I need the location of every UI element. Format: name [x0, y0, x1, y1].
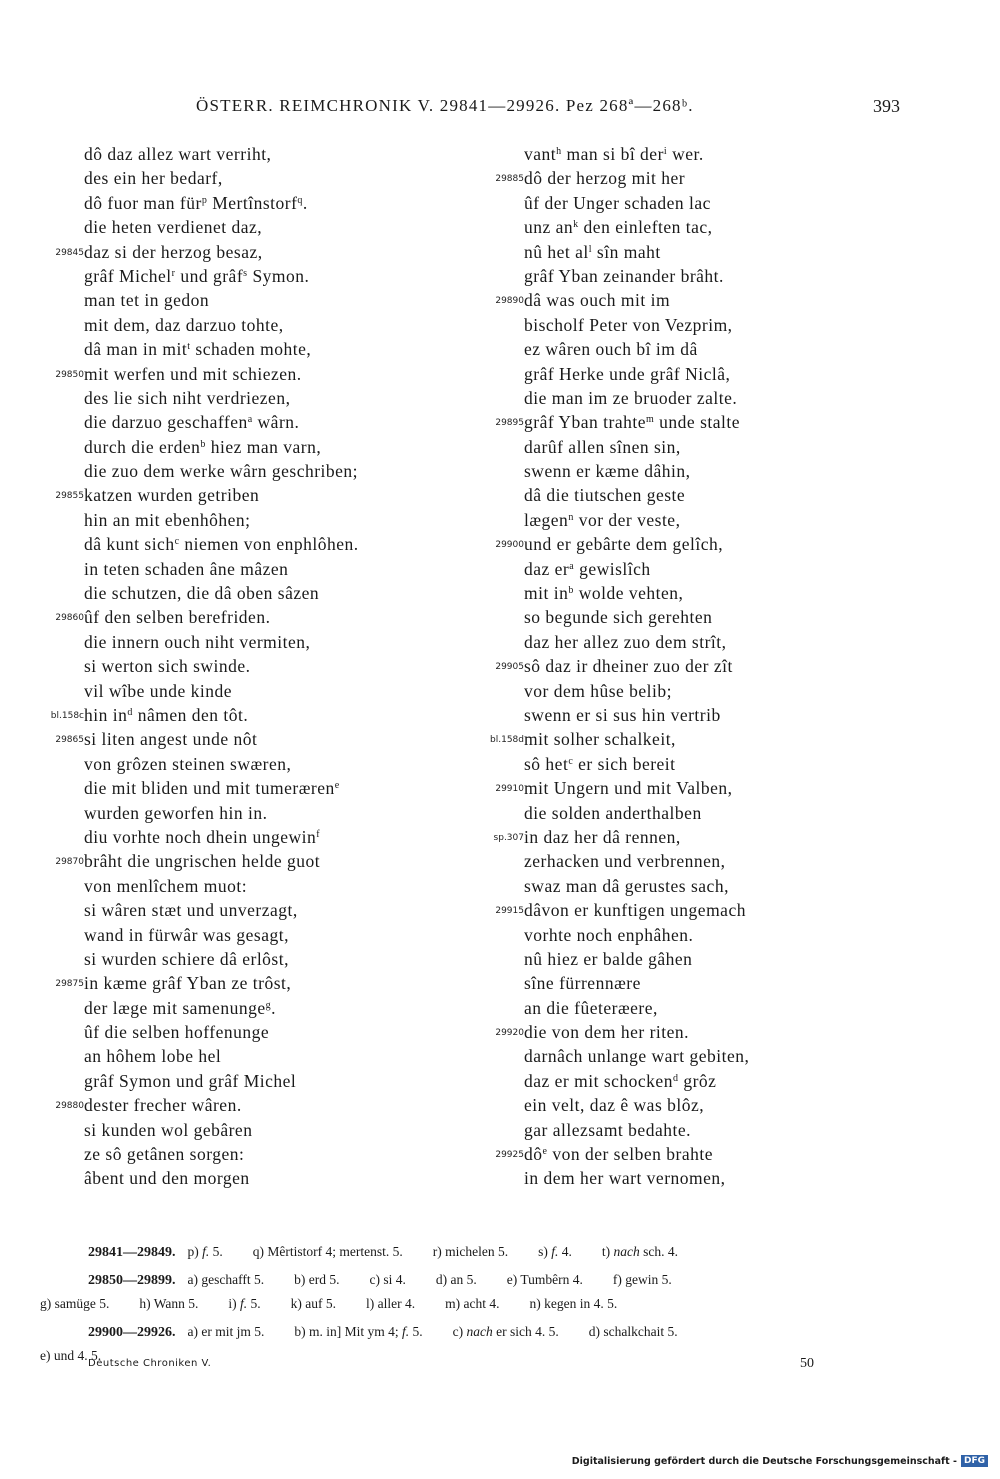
verse-line — [20, 483, 460, 507]
footnote-range: 29841—29849. — [88, 1245, 176, 1260]
verse-line — [20, 532, 460, 556]
verse-line — [460, 1118, 860, 1142]
verse-text: grâf Yban trahte$^m$ unde stalte — [524, 412, 740, 433]
footnote-item: a) geschafft 5. — [187, 1272, 265, 1287]
verse-text: die zuo dem werke wârn geschriben; — [84, 461, 359, 482]
verse-text: sô het$^c$ er sich bereit — [524, 753, 676, 774]
footnote-range: 29850—29899. — [88, 1273, 176, 1288]
verse-line — [20, 1093, 460, 1117]
line-number: 29910 — [495, 784, 524, 795]
verse-text: swenn er si sus hin vertrib — [524, 704, 721, 725]
verse-line — [20, 362, 460, 386]
verse-text: hin an mit ebenhôhen; — [84, 509, 251, 530]
verse-text: dâ kunt sich$^c$ niemen von enphlôhen. — [84, 534, 359, 555]
verse-text: die innern ouch niht vermiten, — [84, 631, 311, 652]
verse-text: sîne fürrennære — [524, 973, 641, 994]
verse-text: lægen$^n$ vor der veste, — [524, 509, 681, 530]
verse-text: die solden anderthalben — [524, 802, 702, 823]
verse-line — [20, 557, 460, 581]
verse-text: mit Ungern und mit Valben, — [524, 778, 733, 799]
footnote-item: e) Tumbêrn 4. — [506, 1272, 583, 1287]
verse-line — [20, 776, 460, 800]
verse-line — [460, 337, 860, 361]
verse-line — [20, 923, 460, 947]
verse-line — [460, 362, 860, 386]
line-number: 29880 — [55, 1101, 84, 1112]
verse-text: si kunden wol gebâren — [84, 1119, 253, 1140]
footnotes-apparatus — [40, 1240, 900, 1372]
verse-text: darûf allen sînen sin, — [524, 436, 681, 457]
verse-line — [20, 1020, 460, 1044]
verse-line — [20, 410, 460, 434]
verse-text: vil wîbe unde kinde — [84, 680, 233, 701]
footnote-line — [40, 1292, 900, 1316]
line-number: 29890 — [495, 296, 524, 307]
verse-text: dô daz allez wart verriht, — [84, 144, 272, 164]
verse-text: gar allezsamt bedahte. — [524, 1119, 691, 1140]
verse-line — [20, 1118, 460, 1142]
verse-line — [20, 508, 460, 532]
verse-text: daz si der herzog besaz, — [84, 241, 263, 262]
line-number: 29920 — [495, 1028, 524, 1039]
verse-line — [20, 459, 460, 483]
dfg-logo: DFG — [961, 1455, 988, 1467]
verse-text: dô fuor man für$^p$ Mertînstorf$^q$. — [84, 192, 308, 213]
verse-text: in dem her wart vernomen, — [524, 1168, 726, 1189]
verse-text: bischolf Peter von Vezprim, — [524, 314, 733, 335]
line-number: 29895 — [495, 418, 524, 429]
verse-line — [460, 142, 860, 166]
verse-text: grâf Herke unde grâf Niclâ, — [524, 363, 731, 384]
verse-text: swaz man dâ gerustes sach, — [524, 875, 729, 896]
verse-line — [460, 605, 860, 629]
footnote-item: h) Wann 5. — [139, 1296, 199, 1311]
footnote-block — [40, 1240, 900, 1264]
verse-text: âbent und den morgen — [84, 1168, 250, 1189]
line-number: bl.158d — [490, 735, 524, 746]
verse-line — [460, 923, 860, 947]
footnote-item: d) schalkchait 5. — [588, 1324, 678, 1339]
footnote-item: g) samüge 5. — [40, 1296, 110, 1311]
verse-line — [20, 874, 460, 898]
verse-text: vant$^h$ man si bî der$^i$ wer. — [524, 144, 704, 164]
verse-line — [460, 947, 860, 971]
verse-text: in kæme grâf Yban ze trôst, — [84, 973, 292, 994]
line-number: 29905 — [495, 662, 524, 673]
verse-text: diu vorhte noch dhein ungewin$^f$ — [84, 826, 321, 847]
verse-line — [460, 557, 860, 581]
verse-text: darnâch unlange wart gebiten, — [524, 1046, 750, 1067]
footnote-item: s) f. 4. — [538, 1244, 572, 1259]
verse-line — [460, 532, 860, 556]
page-number: 393 — [873, 96, 900, 116]
verse-text: die von dem her riten. — [524, 1022, 690, 1043]
verse-text: nû hiez er balde gâhen — [524, 948, 693, 969]
verse-line — [460, 679, 860, 703]
verse-line — [460, 776, 860, 800]
footnote-item: a) er mit jm 5. — [187, 1324, 265, 1339]
verse-line — [460, 1093, 860, 1117]
verse-text: daz $er^a$ gewislîch — [524, 558, 651, 579]
verse-line — [460, 849, 860, 873]
verse-text: die heten verdienet daz, — [84, 217, 263, 238]
line-number: 29860 — [55, 613, 84, 624]
line-number: 29900 — [495, 540, 524, 551]
verse-line — [20, 288, 460, 312]
right-verse-column — [460, 142, 860, 1191]
line-number: 29885 — [495, 174, 524, 185]
verse-line — [20, 1069, 460, 1093]
verse-text: dô der herzog mit her — [524, 168, 686, 189]
footnote-item: q) Mêrtistorf 4; mertenst. 5. — [252, 1244, 403, 1259]
verse-line — [20, 679, 460, 703]
verse-text: die man im ze bruoder zalte. — [524, 387, 738, 408]
footnote-line — [40, 1240, 900, 1264]
footnote-line — [40, 1268, 900, 1292]
verse-line — [460, 630, 860, 654]
verse-line — [20, 215, 460, 239]
verse-text: vor dem hûse belib; — [524, 680, 673, 701]
verse-text: hin $in^d$ nâmen den tôt. — [84, 704, 249, 725]
line-number: 29850 — [55, 369, 84, 380]
page-header — [0, 96, 1000, 120]
verse-line — [20, 386, 460, 410]
verse-line — [20, 703, 460, 727]
verse-line — [460, 898, 860, 922]
verse-text: die mit bliden und mit tumeræren$^e$ — [84, 778, 340, 799]
verse-line — [460, 508, 860, 532]
verse-line — [20, 947, 460, 971]
verse-line — [460, 435, 860, 459]
verse-text: grâf Yban zeinander brâht. — [524, 265, 724, 286]
verse-line — [460, 166, 860, 190]
verse-line — [460, 483, 860, 507]
verse-text: so begunde sich gerehten — [524, 607, 713, 628]
verse-line — [460, 191, 860, 215]
footnote-item: n) kegen in 4. 5. — [529, 1296, 618, 1311]
verse-line — [460, 288, 860, 312]
line-number: 29875 — [55, 979, 84, 990]
verse-line — [20, 654, 460, 678]
line-number: 29855 — [55, 491, 84, 502]
verse-line — [20, 191, 460, 215]
footnote-block — [40, 1268, 900, 1316]
verse-line — [20, 1142, 460, 1166]
verse-text: die schutzen, die dâ oben sâzen — [84, 583, 320, 604]
footnote-item: f) gewin 5. — [612, 1272, 672, 1287]
verse-line — [20, 849, 460, 873]
verse-line — [460, 215, 860, 239]
funding-credit — [572, 1453, 988, 1469]
verse-text: in daz her dâ rennen, — [524, 826, 681, 847]
verse-text: der læge mit samenunge$^g$. — [84, 997, 276, 1018]
verse-text: dâ die tiutschen geste — [524, 485, 686, 506]
footnote-range: 29900—29926. — [88, 1325, 176, 1340]
footnote-item: b) erd 5. — [294, 1272, 340, 1287]
verse-text: des ein her bedarf, — [84, 168, 223, 189]
verse-text: si liten angest unde nôt — [84, 729, 258, 750]
verse-text: sô daz ir dheiner zuo der zît — [524, 656, 733, 677]
footnote-item: c) nach er sich 4. 5. — [452, 1324, 559, 1339]
verse-text: zerhacken und verbrennen, — [524, 851, 726, 872]
verse-text: ein velt, daz ê was blôz, — [524, 1095, 705, 1116]
verse-text: dâ was ouch mit im — [524, 290, 671, 311]
series-signature: Deutsche Chroniken V. — [88, 1358, 212, 1369]
verse-text: ûf der Unger schaden lac — [524, 192, 711, 213]
verse-line — [460, 1142, 860, 1166]
verse-text: dâ man in mit$^t$ schaden mohte, — [84, 339, 312, 360]
line-number: 29925 — [495, 1150, 524, 1161]
verse-text: ûf den selben berefriden. — [84, 607, 271, 628]
verse-line — [20, 1044, 460, 1068]
verse-line — [460, 313, 860, 337]
verse-line — [20, 142, 460, 166]
verse-text: nû het $al^l$ sîn maht — [524, 241, 661, 262]
verse-text: dester frecher wâren. — [84, 1095, 242, 1116]
funding-credit-text: Digitalisierung gefördert durch die Deutsche Forschungsgemeinschaft - — [571, 1455, 957, 1467]
verse-line — [460, 996, 860, 1020]
verse-line — [460, 1044, 860, 1068]
line-number: sp.307 — [493, 832, 524, 843]
verse-line — [20, 240, 460, 264]
verse-line — [20, 166, 460, 190]
verse-text: mit dem, daz darzuo tohte, — [84, 314, 284, 335]
verse-line — [460, 1069, 860, 1093]
verse-text: grâf Michel$^r$ und grâf$^s$ Symon. — [84, 265, 310, 286]
verse-line — [460, 1020, 860, 1044]
verse-line — [460, 703, 860, 727]
verse-text: unz $an^k$ den einleften tac, — [524, 217, 713, 238]
verse-line — [460, 801, 860, 825]
verse-text: si werton sich swinde. — [84, 656, 251, 677]
verse-line — [20, 801, 460, 825]
verse-text: brâht die ungrischen helde guot — [84, 851, 321, 872]
verse-text: wurden geworfen hin in. — [84, 802, 268, 823]
verse-text: si wâren stæt und unverzagt, — [84, 900, 298, 921]
verse-text: an hôhem lobe hel — [84, 1046, 222, 1067]
verse-line — [460, 386, 860, 410]
verse-line — [460, 240, 860, 264]
verse-line — [460, 459, 860, 483]
verse-line — [460, 264, 860, 288]
verse-line — [20, 1166, 460, 1190]
verse-text: dâvon er kunftigen ungemach — [524, 900, 746, 921]
footnote-item: e) und 4. 5. — [40, 1348, 102, 1363]
verse-line — [460, 410, 860, 434]
footnote-item: i) f. 5. — [228, 1296, 261, 1311]
verse-text: ûf die selben hoffenunge — [84, 1022, 270, 1043]
footnote-item: d) an 5. — [435, 1272, 477, 1287]
running-title: ÖSTERR. REIMCHRONIK V. 29841—29926. Pez 268ª—268ᵇ. — [196, 96, 694, 115]
verse-text: wand in fürwâr was gesagt, — [84, 924, 289, 945]
verse-line — [20, 898, 460, 922]
verse-text: ze sô getânen sorgen: — [84, 1144, 245, 1165]
verse-text: in teten schaden âne mâzen — [84, 558, 289, 579]
verse-text: mit solher schalkeit, — [524, 729, 676, 750]
verse-text: $dô^e$ von der selben brahte — [524, 1144, 713, 1165]
verse-text: swenn er kæme dâhin, — [524, 461, 691, 482]
verse-line — [20, 264, 460, 288]
verse-line — [20, 996, 460, 1020]
verse-line — [460, 825, 860, 849]
footnote-item: k) auf 5. — [290, 1296, 337, 1311]
verse-line — [20, 313, 460, 337]
line-number: 29915 — [495, 906, 524, 917]
verse-text: an die fûeteræere, — [524, 997, 658, 1018]
verse-text: des lie sich niht verdriezen, — [84, 387, 291, 408]
line-number: bl.158c — [50, 710, 84, 721]
footnote-item: c) si 4. — [369, 1272, 406, 1287]
verse-text: und er gebârte dem gelîch, — [524, 534, 724, 555]
footnote-item: l) aller 4. — [366, 1296, 416, 1311]
verse-line — [20, 630, 460, 654]
verse-line — [20, 971, 460, 995]
verse-text: si wurden schiere dâ erlôst, — [84, 948, 289, 969]
verse-line — [20, 825, 460, 849]
verse-line — [20, 752, 460, 776]
verse-text: daz er mit schocken$^d$ grôz — [524, 1070, 717, 1091]
verse-text: katzen wurden getriben — [84, 485, 260, 506]
line-number: 29870 — [55, 857, 84, 868]
verse-text: mit $in^b$ wolde vehten, — [524, 583, 684, 604]
verse-line — [20, 337, 460, 361]
verse-text: grâf Symon und grâf Michel — [84, 1070, 297, 1091]
footnote-item: t) nach sch. 4. — [601, 1244, 678, 1259]
verse-line — [460, 654, 860, 678]
verse-line — [20, 581, 460, 605]
verse-line — [20, 435, 460, 459]
verse-text: ez wâren ouch bî im dâ — [524, 339, 698, 360]
verse-text: von grôzen steinen swæren, — [84, 753, 292, 774]
verse-line — [460, 971, 860, 995]
verse-line — [460, 727, 860, 751]
verse-line — [460, 581, 860, 605]
verse-text: die darzuo geschaffen$^a$ wârn. — [84, 412, 300, 433]
verse-text: vorhte noch enphâhen. — [524, 924, 694, 945]
page-footer — [88, 1358, 848, 1378]
footnote-item: m) acht 4. — [445, 1296, 500, 1311]
verse-line — [20, 727, 460, 751]
verse-text: mit werfen und mit schiezen. — [84, 363, 302, 384]
verse-text: man tet in gedon — [84, 290, 210, 311]
verse-line — [460, 1166, 860, 1190]
footnote-item: b) m. in] Mit ym 4; f. 5. — [294, 1324, 423, 1339]
footnote-item: p) f. 5. — [187, 1244, 223, 1259]
footnote-item: r) michelen 5. — [432, 1244, 509, 1259]
verse-text: durch die erden$^b$ hiez man varn, — [84, 436, 322, 457]
left-verse-column — [20, 142, 460, 1191]
verse-text: von menlîchem muot: — [84, 875, 248, 896]
line-number: 29865 — [55, 735, 84, 746]
line-number: 29845 — [55, 247, 84, 258]
verse-line — [460, 874, 860, 898]
verse-text: daz her allez zuo dem strît, — [524, 631, 727, 652]
verse-line — [20, 605, 460, 629]
footnote-line — [40, 1320, 900, 1344]
verse-line — [460, 752, 860, 776]
sheet-signature: 50 — [800, 1356, 814, 1371]
